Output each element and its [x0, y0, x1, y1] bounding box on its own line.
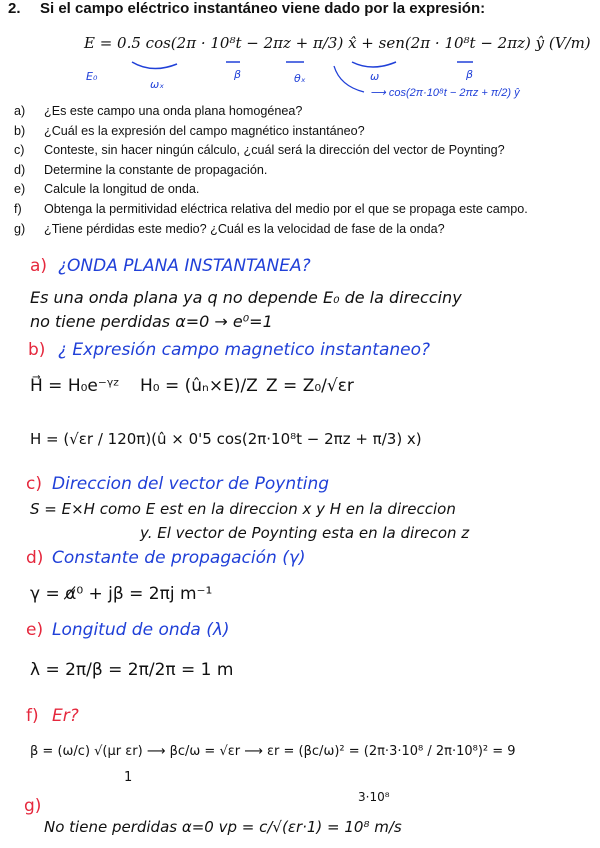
answer-b-formula2: H₀ = (ûₙ×E)/Z	[140, 376, 258, 396]
note-beta2: β	[466, 68, 474, 81]
note-omega-x: ωₓ	[150, 78, 165, 91]
answer-c-line2: y. El vector de Poynting esta en la direcon z	[140, 524, 470, 542]
note-theta-x: θₓ	[294, 72, 306, 85]
answer-f-note: 1	[124, 770, 133, 785]
answer-e-formula: λ = 2π/β = 2π/2π = 1 m	[30, 660, 234, 680]
question-f: f) Obtenga la permitividad eléctrica relativa del medio por el que se propaga este campo.	[14, 201, 528, 216]
answer-d-formula: γ = α̸⁰ + jβ = 2πj m⁻¹	[30, 584, 213, 604]
answer-f-formula: β = (ω/c) √(μr εr) ⟶ βc/ω = √εr ⟶ εr = (βc/ω)² = (2π·3·10⁸ / 2π·10⁸)² = 9	[30, 744, 516, 759]
answer-e-label: e)	[26, 620, 44, 640]
answer-b-formula4: H = (√εr / 120π)(û × 0'5 cos(2π·10⁸t − 2πz + π/3) x)	[30, 430, 422, 448]
answer-c-heading: Direccion del vector de Poynting	[52, 474, 330, 494]
problem-number: 2.	[8, 0, 21, 17]
answer-g-line1: No tiene perdidas α=0 vp = c/√(εr·1) = 10⁸ m/s	[44, 818, 402, 836]
answer-c-line1: S = E×H como E est en la direccion x y H en la direccion	[30, 500, 456, 518]
answer-b-formula3: Z = Z₀/√εr	[266, 376, 354, 396]
note-beta1: β	[234, 68, 242, 81]
answer-b-heading: ¿ Expresión campo magnetico instantaneo?	[58, 340, 431, 360]
answer-f-heading: Er?	[52, 706, 79, 726]
question-a: a) ¿Es este campo una onda plana homogénea?	[14, 104, 303, 118]
answer-c-label: c)	[26, 474, 42, 494]
question-g: g) ¿Tiene pérdidas este medio? ¿Cuál es la velocidad de fase de la onda?	[14, 221, 445, 236]
equation-underline-marks	[0, 0, 600, 110]
question-list	[14, 104, 528, 241]
answer-g-label: g)	[24, 796, 42, 816]
question-c: c) Conteste, sin hacer ningún cálculo, ¿cuál será la dirección del vector de Poynting?	[14, 143, 505, 158]
note-e0: E₀	[86, 70, 98, 83]
answer-b-formula1: H⃗ = H₀e⁻ᵞᶻ	[30, 376, 120, 396]
question-d: d) Determine la constante de propagación.	[14, 162, 268, 177]
answer-e-heading: Longitud de onda (λ)	[52, 620, 230, 640]
answer-a-heading: ¿ONDA PLANA INSTANTANEA?	[58, 256, 311, 276]
note-omega: ω	[370, 70, 380, 83]
question-b: b) ¿Cuál es la expresión del campo magnético instantáneo?	[14, 123, 365, 138]
answer-d-label: d)	[26, 548, 44, 568]
question-e: e) Calcule la longitud de onda.	[14, 182, 200, 197]
answer-g-note: 3·10⁸	[358, 790, 390, 804]
answer-b-label: b)	[28, 340, 46, 360]
electric-field-equation: E = 0.5 cos(2π · 10⁸t − 2πz + π/3) x̂ + sen(2π · 10⁸t − 2πz) ŷ (V/m)	[84, 34, 591, 52]
note-cos-rewrite: ⟶ cos(2π·10⁸t − 2πz + π/2) ŷ	[370, 87, 520, 99]
answer-d-heading: Constante de propagación (γ)	[52, 548, 306, 568]
problem-statement: Si el campo eléctrico instantáneo viene dado por la expresión:	[40, 0, 486, 17]
answer-a-line1: Es una onda plana ya q no depende E₀ de la direcciny	[30, 288, 462, 307]
answer-a-line2: no tiene perdidas α=0 → e⁰=1	[30, 312, 273, 331]
answer-a-label: a)	[30, 256, 48, 276]
answer-f-label: f)	[26, 706, 39, 726]
